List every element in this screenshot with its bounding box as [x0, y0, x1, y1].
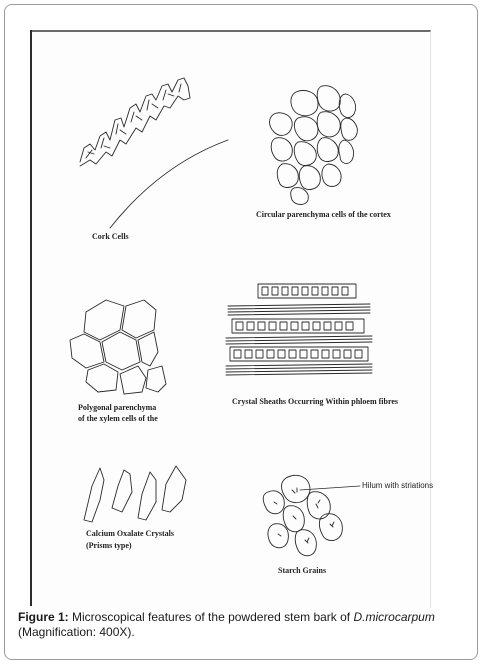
polygonal-parenchyma-drawing: [70, 300, 166, 394]
label-calcium-oxalate: Calcium Oxalate Crystals: [86, 529, 174, 538]
starch-grains-drawing: [263, 475, 360, 555]
caption-species: D.microcarpum: [353, 610, 435, 624]
label-hilum: Hilum with striations: [362, 481, 434, 490]
calcium-oxalate-crystals-drawing: [84, 466, 186, 522]
cork-cells-drawing: [80, 78, 190, 166]
caption-text: Microscopical features of the powdered stem bark of: [68, 610, 354, 624]
caption-prefix: Figure 1:: [18, 610, 69, 624]
crystal-sheaths-drawing: [226, 284, 372, 375]
label-prisms-type: (Prisms type): [86, 541, 132, 550]
circular-parenchyma-drawing: [270, 86, 358, 205]
cork-curve: [110, 140, 228, 228]
label-cork-cells: Cork Cells: [92, 232, 129, 241]
label-circular-parenchyma: Circular parenchyma cells of the cortex: [256, 210, 391, 219]
figure-caption: [18, 610, 478, 640]
label-polygonal-parenchyma-2: of the xylem cells of the: [78, 414, 158, 423]
label-crystal-sheaths: Crystal Sheaths Occurring Within phloem fibres: [232, 397, 399, 406]
label-starch-grains: Starch Grains: [278, 566, 327, 575]
label-polygonal-parenchyma: Polygonal parenchyma: [78, 403, 157, 412]
caption-magnification: (Magnification: 400X).: [18, 625, 135, 639]
